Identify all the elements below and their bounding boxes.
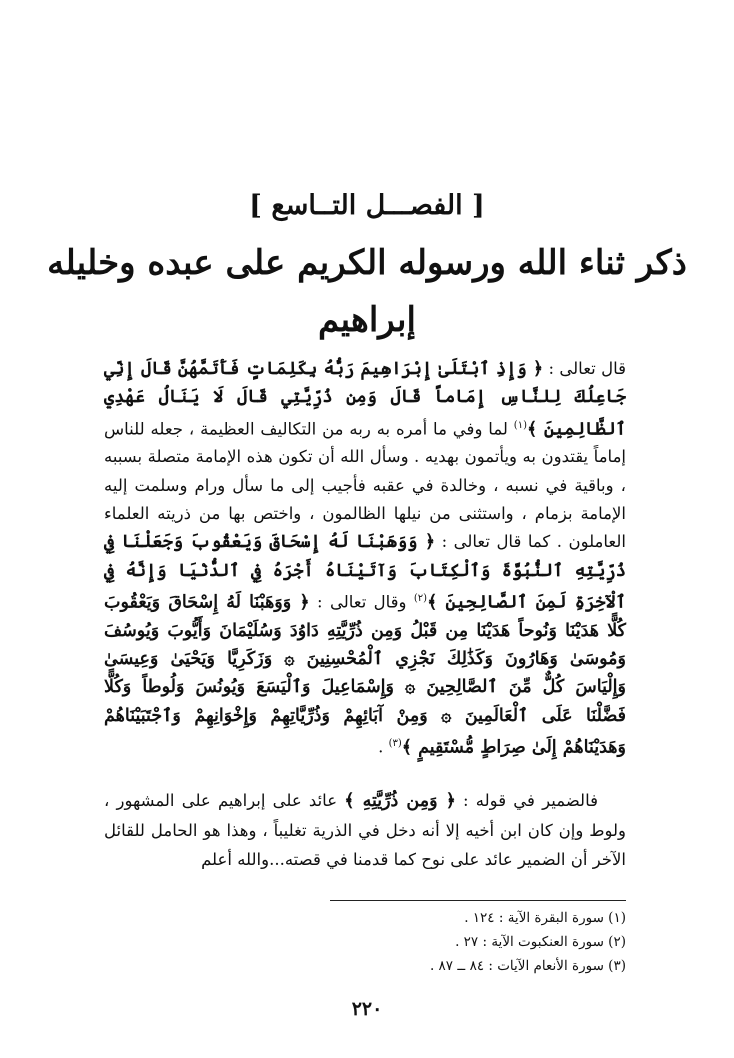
footnote-1: (١) سورة البقرة الآية : ١٢٤ . [464, 910, 626, 926]
main-paragraph [104, 355, 626, 762]
quran-verse-2: ﴿ وَوَهَبْنَا لَهُ إِسْحَاقَ وَيَعْقُوبَ وَجَعَلْنَا فِي ذُرِّيَّتِهِ ٱلنُّبُوَّةَ وَٱلْكِتَابَ وَآتَيْنَاهُ أَجْرَهُ فِي ٱلدُّنْيَا وَإِنَّهُ فِي ٱلْآخِرَةِ لَمِنَ ٱلصَّالِحِينَ ﴾ [104, 532, 626, 613]
para2-text-b: عائد على إبراهيم على المشهور ، ولوط وإن كان ابن أخيه إلا أنه دخل في الذرية تغليباً ، وهذا هو الحامل للقائل الآخر أن الضمير عائد على نوح كما قدمنا في قصته...والله أعلم [104, 791, 626, 869]
paragraph-end: . [378, 737, 384, 757]
chapter-title-line-1: ذكر ثناء الله ورسوله الكريم على عبده وخليله [47, 243, 687, 283]
footnote-divider [330, 900, 626, 901]
quran-verse-3: ﴿ وَوَهَبْنَا لَهُ إِسْحَاقَ وَيَعْقُوبَ كُلًّا هَدَيْنَا وَنُوحاً هَدَيْنَا مِن قَبْلُ وَمِن ذُرِّيَّتِهِ دَاوُدَ وَسُلَيْمَانَ وَأَيُّوبَ وَيُوسُفَ وَمُوسَىٰ وَهَارُونَ وَكَذَٰلِكَ نَجْزِي ٱلْمُحْسِنِينَ ۞ وَزَكَرِيَّا وَيَحْيَىٰ وَعِيسَىٰ وَإِلْيَاسَ كُلٌّ مِّنَ ٱلصَّالِحِينَ ۞ وَإِسْمَاعِيلَ وَٱلْيَسَعَ وَيُونُسَ وَلُوطاً وَكُلًّا فَضَّلْنَا عَلَى ٱلْعَالَمِينَ ۞ وَمِنْ آبَائِهِمْ وَذُرِّيَّاتِهِمْ وَإِخْوَانِهِمْ وَٱجْتَبَيْنَاهُمْ وَهَدَيْنَاهُمْ إِلَىٰ صِرَاطٍ مُّسْتَقِيمٍ ﴾ [104, 592, 626, 758]
footnote-ref-1: (١) [513, 419, 527, 431]
footnote-ref-3: (٣) [388, 737, 402, 749]
body-text-2: وقال تعالى : [317, 592, 407, 612]
chapter-label: [ الفصـــل التــاسع ] [249, 190, 485, 221]
footnote-ref-2: (٢) [413, 592, 428, 604]
page-number: ٢٢٠ [351, 998, 383, 1020]
footnote-2: (٢) سورة العنكبوت الآية : ٢٧ . [455, 934, 626, 950]
para2-text-a: فالضمير في قوله : [463, 791, 598, 810]
chapter-title-line-2: إبراهيم [318, 300, 416, 340]
second-paragraph [104, 786, 626, 874]
quran-verse-4: ﴿ وَمِن ذُرِّيَّتِهِ ﴾ [344, 791, 456, 811]
intro-text: قال تعالى : [548, 359, 627, 378]
footnote-3: (٣) سورة الأنعام الآيات : ٨٤ ــ ٨٧ . [429, 958, 626, 974]
quran-verse-1: ﴿ وَإِذِ ٱبْتَلَىٰ إِبْرَاهِيمَ رَبُّهُ بِكَلِمَاتٍ فَأَتَمَّهُنَّ قَالَ إِنِّي جَاعِلُكَ لِلنَّاسِ إِمَاماً قَالَ وَمِن ذُرِّيَّتِي قَالَ لَا يَنَالُ عَهْدِي ٱلظَّالِمِينَ ﴾ [104, 359, 626, 440]
body-text-1: لما وفي ما أمره به ربه من التكاليف العظيمة ، جعله للناس إماماً يقتدون به ويأتمون بهديه . وسأل الله أن تكون هذه الإمامة متصلة بسببه ، وباقية في نسبه ، وخالدة في عقبه فأجيب إلى ما سأل ورام وسلمت إليه الإمامة بزمام ، واستثنى من نيلها الظالمون ، واختص بها من ذريته العلماء العاملون . كما قال تعالى : [104, 419, 626, 552]
footnotes [300, 906, 626, 978]
